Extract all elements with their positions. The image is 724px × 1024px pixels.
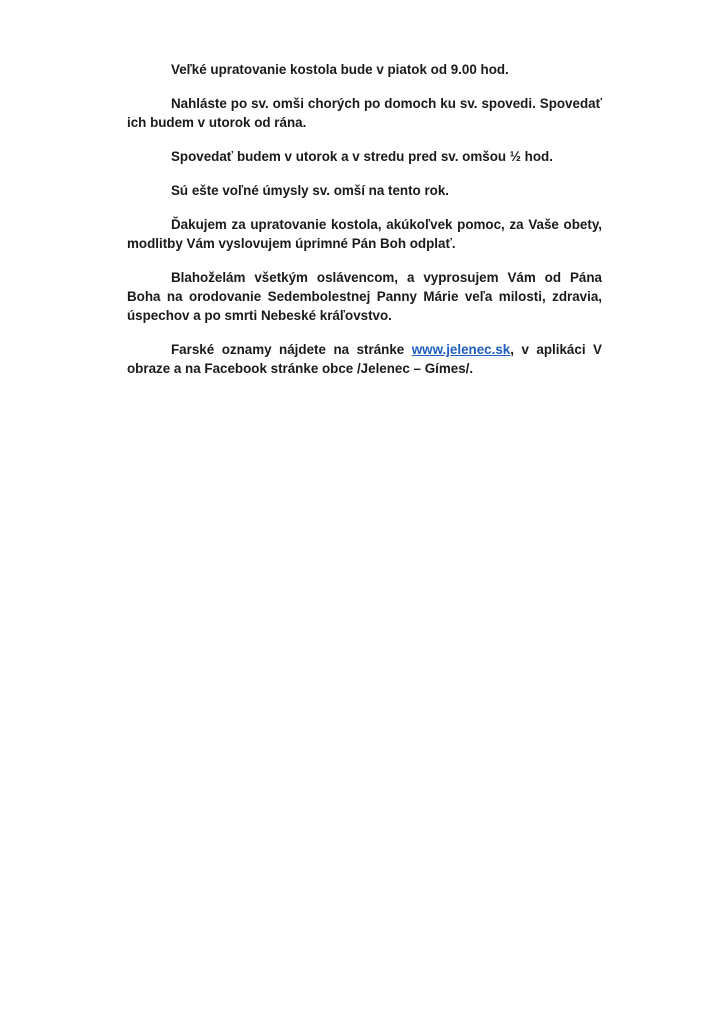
announcement-cleaning: Veľké upratovanie kostola bude v piatok od 9.00 hod. (171, 62, 509, 77)
announcement-congratulations: Blahoželám všetkým oslávencom, a vyprosujem Vám od Pána Boha na orodovanie Sedembolestnej Panny Márie veľa milosti, zdravia, úspechov a po smrti Nebeské kráľovstvo. (127, 270, 602, 323)
announcements-body (127, 60, 602, 393)
website-text-after: , v aplikáci V obraze a na Facebook stránke obce /Jelenec – Gímes/. (127, 342, 602, 376)
website-text-before: Farské oznamy nájdete na stránke (171, 342, 412, 357)
announcement-mass-intentions: Sú ešte voľné úmysly sv. omší na tento rok. (171, 183, 450, 198)
website-link[interactable]: www.jelenec.sk (411, 342, 511, 357)
announcement-website (127, 340, 602, 378)
announcement-sick-confession: Nahláste po sv. omši chorých po domoch ku sv. spovedi. Spovedať ich budem v utorok od rána. (127, 96, 602, 130)
announcement-confession-schedule: Spovedať budem v utorok a v stredu pred sv. omšou ½ hod. (171, 149, 553, 164)
announcement-thanks: Ďakujem za upratovanie kostola, akúkoľvek pomoc, za Vaše obety, modlitby Vám vyslovujem úprimné Pán Boh odplať. (127, 217, 602, 251)
